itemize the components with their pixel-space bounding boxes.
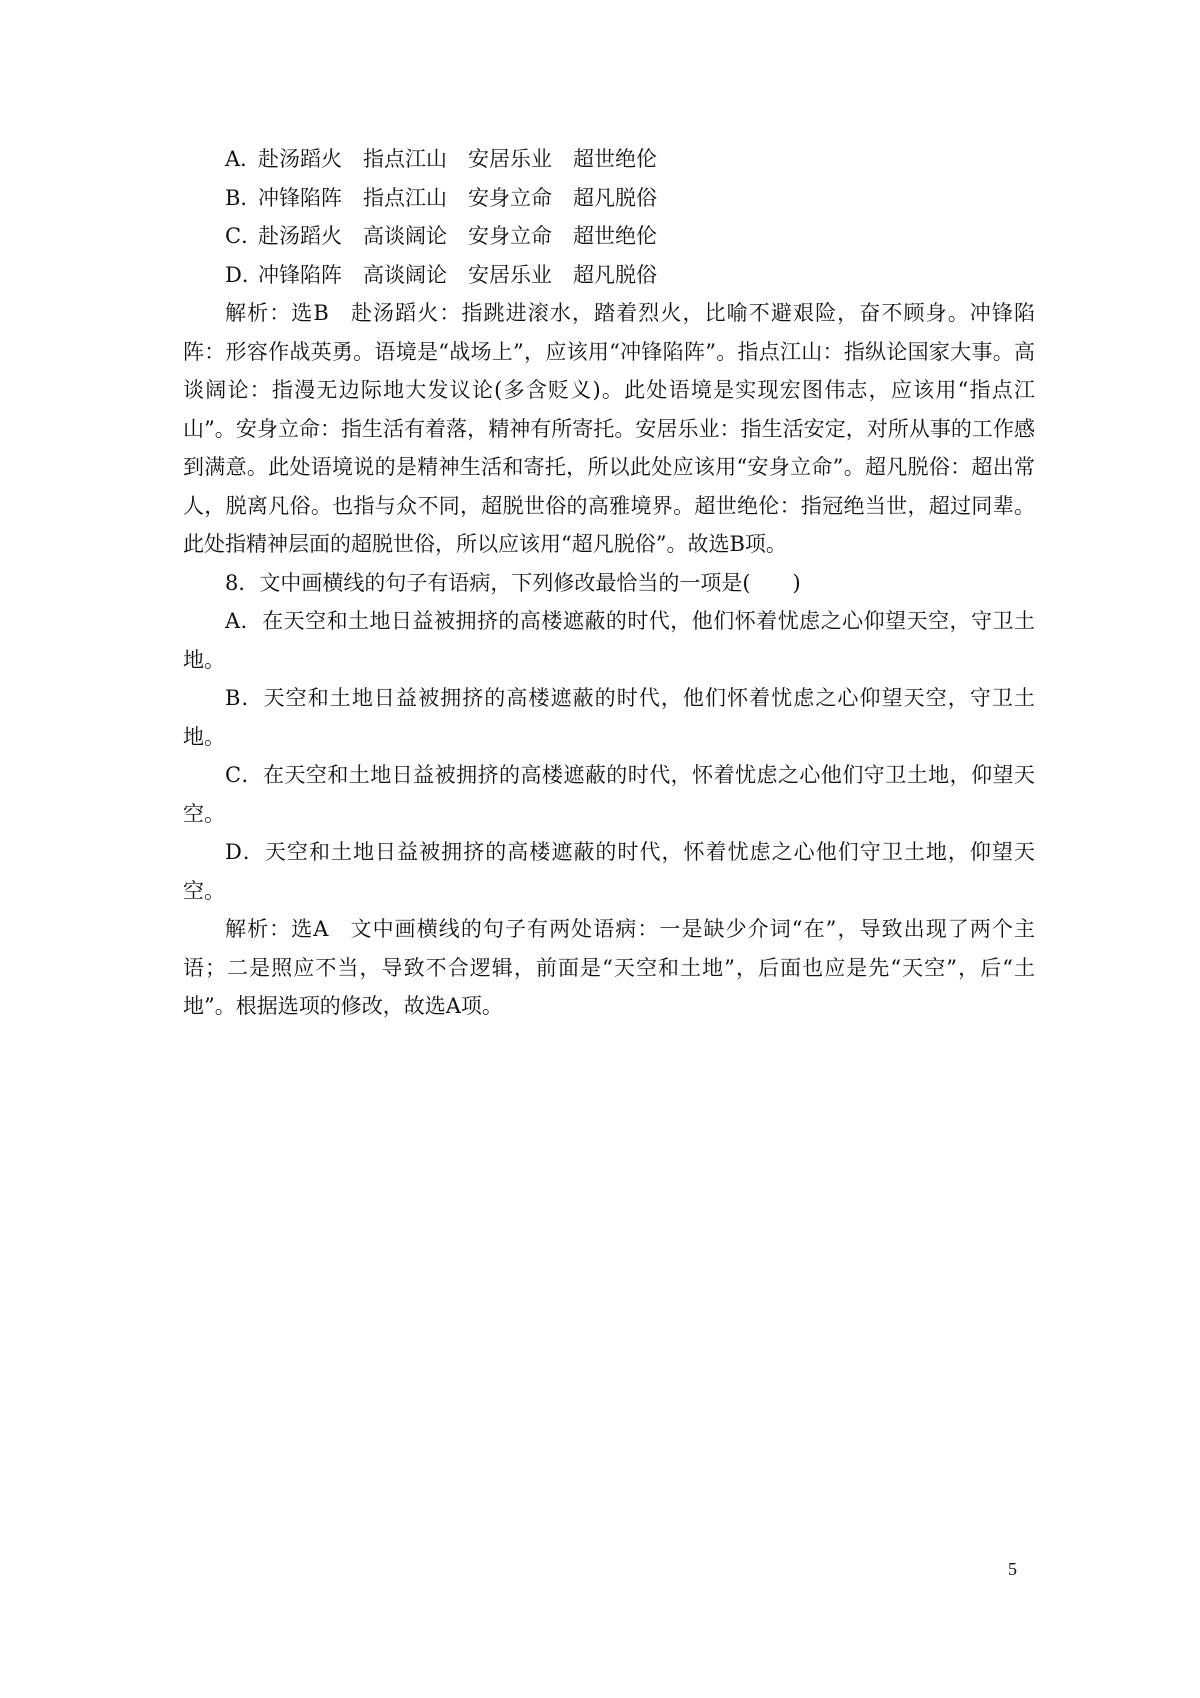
analysis-lead: 解析：选B	[225, 301, 329, 325]
option-letter: C．	[225, 224, 263, 248]
option-word: 高谈阔论	[363, 224, 447, 248]
q8-analysis	[183, 910, 1035, 1026]
option-word: 赴汤蹈火	[258, 224, 342, 248]
option-word: 赴汤蹈火	[258, 147, 342, 171]
option-word: 超凡脱俗	[573, 262, 657, 287]
option-letter: A．	[225, 147, 262, 171]
option-letter: B．	[225, 185, 262, 210]
q8-option-a: A．在天空和土地日益被拥挤的高楼遮蔽的时代，他们怀着忧虑之心仰望天空，守卫土地。	[183, 609, 1035, 672]
option-word: 冲锋陷阵	[258, 262, 342, 287]
q8-option-d: D．天空和土地日益被拥挤的高楼遮蔽的时代，怀着忧虑之心他们守卫土地，仰望天空。	[183, 840, 1035, 903]
q7-option-c	[183, 217, 1035, 256]
option-word: 指点江山	[363, 185, 447, 210]
analysis-text: 赴汤蹈火：指跳进滚水，踏着烈火，比喻不避艰险，奋不顾身。冲锋陷阵：形容作战英勇。语境是“战场上”，应该用“冲锋陷阵”。指点江山：指纵论国家大事。高谈阔论：指漫无边际地大发议论(多含贬义)。此处语境是实现宏图伟志，应该用“指点江山”。安身立命：指生活有着落，精神有所寄托。安居乐业：指生活安定，对所从事的工作感到满意。此处语境说的是精神生活和寄托，所以此处应该用“安身立命”。超凡脱俗：超出常人，脱离凡俗。也指与众不同，超脱世俗的高雅境界。超世绝伦：指冠绝当世，超过同辈。此处指精神层面的超脱世俗，所以应该用“超凡脱俗”。故选B项。	[183, 301, 1035, 556]
option-word: 超凡脱俗	[573, 185, 657, 210]
analysis-lead: 解析：选A	[225, 917, 329, 941]
option-word: 指点江山	[363, 147, 447, 171]
q7-option-d	[183, 256, 1035, 295]
q7-option-a	[183, 140, 1035, 179]
page-content	[183, 140, 1035, 1026]
option-word: 超世绝伦	[573, 147, 657, 171]
option-word: 高谈阔论	[363, 262, 447, 287]
option-word: 安身立命	[468, 224, 552, 248]
q7-option-b	[183, 179, 1035, 218]
q8-option-c: C．在天空和土地日益被拥挤的高楼遮蔽的时代，怀着忧虑之心他们守卫土地，仰望天空。	[183, 763, 1035, 826]
option-word: 冲锋陷阵	[258, 185, 342, 210]
option-word: 安居乐业	[468, 262, 552, 287]
page-number: 5	[1008, 1559, 1017, 1579]
question-8: 8．文中画横线的句子有语病，下列修改最恰当的一项是( )	[225, 570, 801, 595]
option-word: 安身立命	[468, 185, 552, 210]
option-word: 超世绝伦	[573, 224, 657, 248]
q7-analysis	[183, 294, 1035, 564]
q8-option-b: B．天空和土地日益被拥挤的高楼遮蔽的时代，他们怀着忧虑之心仰望天空，守卫土地。	[183, 686, 1035, 749]
option-word: 安居乐业	[468, 147, 552, 171]
option-letter: D．	[225, 262, 263, 287]
analysis-text: 文中画横线的句子有两处语病：一是缺少介词“在”，导致出现了两个主语；二是照应不当，导致不合逻辑，前面是“天空和土地”，后面也应是先“天空”，后“土地”。根据选项的修改，故选A项。	[183, 917, 1035, 1018]
